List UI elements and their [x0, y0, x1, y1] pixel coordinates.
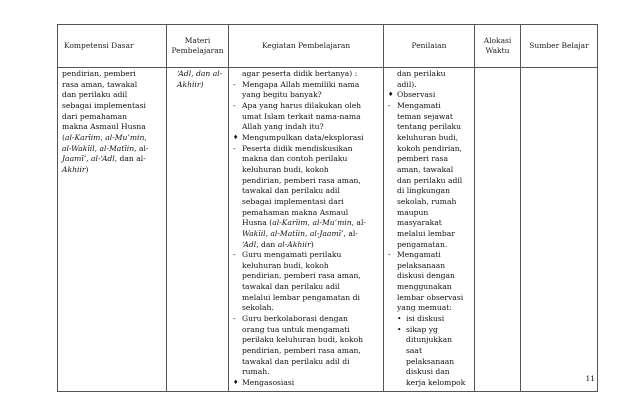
kegiatan-line — [233, 314, 380, 325]
list-marker — [233, 122, 242, 133]
header-penilaian: Penilaian — [384, 25, 475, 68]
penilaian-line — [388, 112, 471, 123]
penilaian-text: adil). — [397, 79, 417, 89]
kegiatan-line — [233, 240, 380, 251]
penilaian-text: saat — [406, 346, 423, 356]
kegiatan-line — [233, 346, 380, 357]
penilaian-text: aman, tawakal — [397, 164, 454, 174]
kegiatan-text: Apa yang harus dilakukan oleh — [242, 100, 362, 110]
kd-line: dan perilaku adil — [62, 90, 128, 100]
penilaian-line — [388, 314, 471, 325]
list-marker — [233, 346, 242, 357]
kegiatan-text: perilaku keluhuran budi, kokoh — [242, 335, 364, 345]
penilaian-text: pelaksanaan — [397, 260, 446, 270]
list-marker — [233, 90, 242, 101]
list-marker: - — [233, 314, 236, 324]
penilaian-text: di lingkungan — [397, 186, 450, 196]
kegiatan-line — [233, 367, 380, 378]
kegiatan-text: pemahaman makna Asmaul — [242, 207, 349, 217]
penilaian-text: masyarakat — [397, 218, 442, 228]
penilaian-line — [388, 229, 471, 240]
list-marker: - — [233, 100, 236, 110]
penilaian-text: sikap yg — [406, 324, 438, 334]
penilaian-line — [388, 303, 471, 314]
kegiatan-line — [233, 165, 380, 176]
penilaian-line — [388, 154, 471, 165]
penilaian-line — [388, 101, 471, 112]
kegiatan-line — [233, 144, 380, 155]
penilaian-text: yang memuat: — [397, 303, 452, 313]
kegiatan-line — [233, 357, 380, 368]
list-marker — [233, 154, 242, 165]
round-bullet-icon: • — [397, 324, 402, 334]
penilaian-line — [388, 293, 471, 304]
penilaian-text: menggunakan — [397, 282, 452, 292]
list-marker — [233, 325, 242, 336]
penilaian-text: keluhuran budi, — [397, 132, 459, 142]
penilaian-text: diskusi dengan — [397, 271, 455, 281]
kegiatan-text: Guru berkolaborasi dengan — [242, 314, 348, 324]
penilaian-text: teman sejawat — [397, 111, 453, 121]
kegiatan-line — [233, 112, 380, 123]
kegiatan-text: Wakīil, al-Matīin, al-Jaamī’, al- — [242, 228, 358, 238]
penilaian-line — [388, 261, 471, 272]
list-marker — [233, 69, 242, 80]
round-bullet-icon: • — [397, 314, 402, 324]
kegiatan-line — [233, 208, 380, 219]
penilaian-text: diskusi dan — [406, 367, 450, 377]
kegiatan-line — [233, 90, 380, 101]
list-marker — [233, 303, 242, 314]
kegiatan-line — [233, 271, 380, 282]
kegiatan-text: umat Islam terkait nama-nama — [242, 111, 361, 121]
kegiatan-text: sekolah. — [242, 303, 274, 313]
kegiatan-text: ‘Adl, dan al-Akhiir) — [242, 239, 314, 249]
kegiatan-text: pendirian, pemberi rasa aman, — [242, 271, 361, 281]
kegiatan-text: orang tua untuk mengamati — [242, 324, 350, 334]
syllabus-table — [57, 24, 598, 392]
kegiatan-text: makna dan contoh perilaku — [242, 154, 348, 164]
kd-line: makna Asmaul Husna — [62, 122, 146, 132]
kegiatan-line — [233, 250, 380, 261]
list-marker: - — [388, 100, 391, 110]
kegiatan-line — [233, 122, 380, 133]
penilaian-text: tentang perilaku — [397, 122, 462, 132]
list-marker — [233, 197, 242, 208]
penilaian-line — [388, 240, 471, 251]
list-marker — [233, 367, 242, 378]
header-sumber-belajar: Sumber Belajar — [521, 25, 598, 68]
list-marker — [233, 112, 242, 123]
kegiatan-text: tawakal dan perilaku adil di — [242, 356, 350, 366]
diamond-bullet-icon: ♦ — [233, 133, 239, 141]
penilaian-line — [388, 335, 471, 346]
cell-sumber-belajar — [521, 68, 598, 392]
kegiatan-text: Husna (al-Karīim, al-Mu’min, al- — [242, 218, 366, 228]
kegiatan-line — [233, 186, 380, 197]
cell-kompetensi-dasar — [58, 68, 167, 392]
kegiatan-line — [233, 229, 380, 240]
penilaian-line — [388, 144, 471, 155]
list-marker: - — [388, 250, 391, 260]
kegiatan-line — [233, 101, 380, 112]
penilaian-text: Mengamati — [397, 250, 441, 260]
penilaian-text: lembar observasi — [397, 292, 464, 302]
list-marker — [233, 176, 242, 187]
kegiatan-text: melalui lembar pengamatan di — [242, 292, 360, 302]
penilaian-line — [388, 186, 471, 197]
list-marker: - — [233, 143, 236, 153]
kegiatan-line — [233, 378, 380, 389]
penilaian-line — [388, 122, 471, 133]
kegiatan-line — [233, 325, 380, 336]
list-marker — [233, 218, 242, 229]
penilaian-line — [388, 357, 471, 368]
kegiatan-text: keluhuran budi, kokoh — [242, 260, 329, 270]
kegiatan-line — [233, 282, 380, 293]
penilaian-text: melalui lembar — [397, 228, 455, 238]
diamond-bullet-icon: ♦ — [233, 379, 239, 387]
kegiatan-text: yang begitu banyak? — [242, 90, 322, 100]
kegiatan-text: pendirian, pemberi rasa aman, — [242, 346, 361, 356]
list-marker — [233, 357, 242, 368]
penilaian-line — [388, 69, 471, 80]
kegiatan-line — [233, 261, 380, 272]
penilaian-line — [388, 208, 471, 219]
kegiatan-text: Peserta didik mendiskusikan — [242, 143, 353, 153]
kegiatan-line — [233, 154, 380, 165]
list-marker — [233, 165, 242, 176]
penilaian-text: sekolah, rumah — [397, 196, 457, 206]
kegiatan-line — [233, 69, 380, 80]
header-kompetensi-dasar: Kompetensi Dasar — [58, 25, 167, 68]
kegiatan-line — [233, 303, 380, 314]
penilaian-line — [388, 367, 471, 378]
penilaian-text: pelaksanaan — [406, 356, 455, 366]
penilaian-text: isi diskusi — [406, 314, 445, 324]
table-row — [58, 68, 598, 392]
table-header-row — [58, 25, 598, 68]
kd-line: al-Wakīil, al-Matīin, al- — [62, 143, 149, 153]
kegiatan-text: keluhuran budi, kokoh — [242, 164, 329, 174]
kegiatan-text: Mengasosiasi — [242, 378, 295, 388]
diamond-bullet-icon: ♦ — [388, 91, 394, 99]
kegiatan-line — [233, 197, 380, 208]
penilaian-text: pengamatan. — [397, 239, 448, 249]
list-marker — [233, 186, 242, 197]
kegiatan-line — [233, 293, 380, 304]
kegiatan-text: agar peserta didik bertanya) : — [242, 69, 358, 78]
header-alokasi-waktu: Alokasi Waktu — [475, 25, 521, 68]
kegiatan-line — [233, 176, 380, 187]
kd-line: dari pemahaman — [62, 111, 127, 121]
penilaian-line — [388, 282, 471, 293]
list-marker — [233, 335, 242, 346]
penilaian-text: dan perilaku adil — [397, 175, 463, 185]
kegiatan-text: sebagai implementasi dari — [242, 196, 344, 206]
penilaian-text: ditunjukkan — [406, 335, 452, 345]
materi-line: ‘Adl, dan al- — [177, 69, 223, 78]
penilaian-line — [388, 218, 471, 229]
cell-alokasi-waktu — [475, 68, 521, 392]
penilaian-line — [388, 80, 471, 91]
penilaian-line — [388, 250, 471, 261]
cell-materi — [167, 68, 229, 392]
kegiatan-text: pendirian, pemberi rasa aman, — [242, 175, 361, 185]
kegiatan-line — [233, 133, 380, 144]
kegiatan-text: rumah. — [242, 367, 270, 377]
penilaian-text: dan perilaku — [397, 69, 446, 78]
list-marker — [233, 229, 242, 240]
penilaian-line — [388, 133, 471, 144]
list-marker — [233, 282, 242, 293]
penilaian-line — [388, 378, 471, 389]
kd-line: Akhiir) — [62, 164, 89, 174]
page-number: 11 — [585, 374, 595, 383]
penilaian-line — [388, 176, 471, 187]
kegiatan-line — [233, 335, 380, 346]
penilaian-line — [388, 165, 471, 176]
penilaian-text: Observasi — [397, 90, 436, 100]
kegiatan-line — [233, 80, 380, 91]
list-marker — [233, 240, 242, 251]
penilaian-text: kerja kelompok — [406, 378, 466, 388]
kegiatan-text: Mengapa Allah memiliki nama — [242, 79, 360, 89]
penilaian-text: kokoh pendirian, — [397, 143, 463, 153]
penilaian-line — [388, 90, 471, 101]
penilaian-line — [388, 197, 471, 208]
cell-penilaian — [384, 68, 475, 392]
cell-kegiatan — [229, 68, 384, 392]
penilaian-line — [388, 271, 471, 282]
list-marker — [233, 208, 242, 219]
header-materi-pembelajaran: Materi Pembelajaran — [167, 25, 229, 68]
penilaian-text: maupun — [397, 207, 429, 217]
list-marker — [233, 271, 242, 282]
kd-line: Jaamī’, al-‘Adl, dan al- — [62, 154, 146, 164]
kd-line: pendirian, pemberi — [62, 69, 136, 78]
kegiatan-text: tawakal dan perilaku adil — [242, 186, 340, 196]
kd-line: rasa aman, tawakal — [62, 79, 138, 89]
kegiatan-text: Mengumpulkan data/eksplorasi — [242, 132, 364, 142]
penilaian-line — [388, 325, 471, 336]
kegiatan-text: Allah yang indah itu? — [242, 122, 324, 132]
penilaian-text: Mengamati — [397, 100, 441, 110]
list-marker — [233, 293, 242, 304]
list-marker: - — [233, 79, 236, 89]
kd-line: sebagai implementasi — [62, 100, 146, 110]
header-kegiatan-pembelajaran: Kegiatan Pembelajaran — [229, 25, 384, 68]
kegiatan-line — [233, 218, 380, 229]
kegiatan-text: Guru mengamati perilaku — [242, 250, 342, 260]
penilaian-line — [388, 346, 471, 357]
penilaian-text: pemberi rasa — [397, 154, 448, 164]
list-marker — [233, 261, 242, 272]
kegiatan-text: tawakal dan perilaku adil — [242, 282, 340, 292]
materi-line: Akhiir) — [177, 79, 204, 89]
list-marker: - — [233, 250, 236, 260]
kd-line: (al-Karīim, al-Mu’min, — [62, 132, 147, 142]
